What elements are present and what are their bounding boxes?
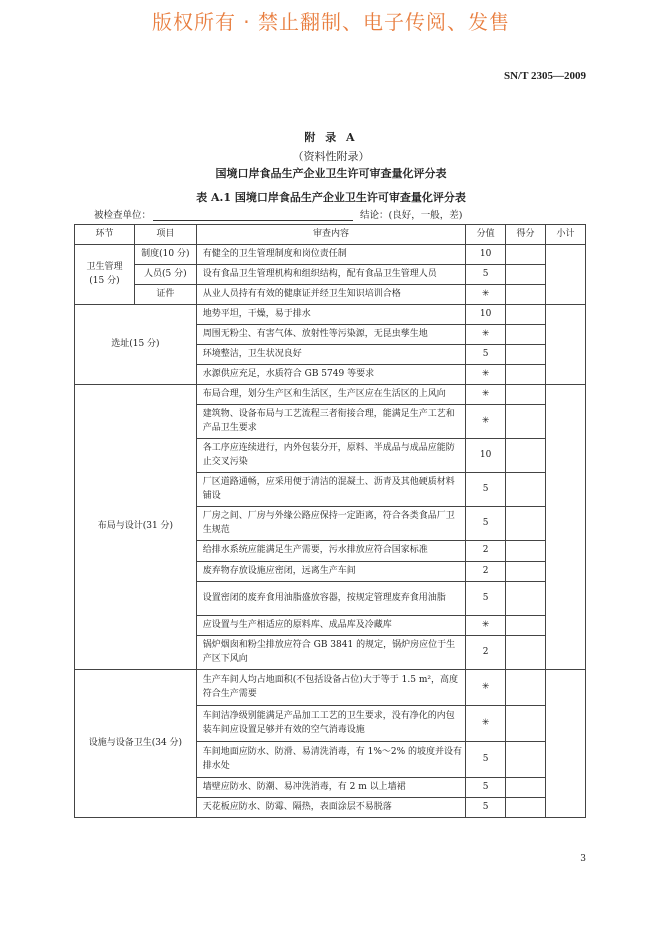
subtotal-cell[interactable] — [546, 385, 586, 670]
obtained-score-cell[interactable] — [506, 562, 546, 582]
header-subtotal: 小计 — [546, 225, 586, 245]
inspected-unit-field — [94, 207, 359, 221]
obtained-score-cell[interactable] — [506, 636, 546, 670]
score-value-cell: ✳ — [466, 365, 506, 385]
header-content: 审查内容 — [196, 225, 465, 245]
obtained-score-cell[interactable] — [506, 798, 546, 818]
obtained-score-cell[interactable] — [506, 439, 546, 473]
header-obtained: 得分 — [506, 225, 546, 245]
score-value-cell: 5 — [466, 742, 506, 778]
obtained-score-cell[interactable] — [506, 582, 546, 616]
obtained-score-cell[interactable] — [506, 473, 546, 507]
obtained-score-cell[interactable] — [506, 365, 546, 385]
standard-number: SN/T 2305—2009 — [503, 70, 586, 82]
section-cell: 布局与设计(31 分) — [75, 385, 197, 670]
obtained-score-cell[interactable] — [506, 345, 546, 365]
page-number: 3 — [580, 854, 586, 864]
score-value-cell: 5 — [466, 778, 506, 798]
obtained-score-cell[interactable] — [506, 507, 546, 541]
conclusion-label: 结论：(良好，一般，差) — [360, 210, 463, 221]
obtained-score-cell[interactable] — [506, 706, 546, 742]
section-cell: 设施与设备卫生(34 分) — [75, 670, 197, 818]
score-value-cell: 5 — [466, 798, 506, 818]
review-content-cell: 墙壁应防水、防潮、易冲洗消毒，有 2 m 以上墙裙 — [196, 778, 465, 798]
score-value-cell: ✳ — [466, 285, 506, 305]
review-content-cell: 环境整洁，卫生状况良好 — [196, 345, 465, 365]
review-content-cell: 设有食品卫生管理机构和组织结构，配有食品卫生管理人员 — [196, 265, 465, 285]
score-value-cell: 10 — [466, 439, 506, 473]
review-content-cell: 建筑物、设备布局与工艺流程三者衔接合理，能满足生产工艺和产品卫生要求 — [196, 405, 465, 439]
item-cell: 制度(10 分) — [134, 245, 196, 265]
header-item: 项目 — [134, 225, 196, 245]
obtained-score-cell[interactable] — [506, 285, 546, 305]
obtained-score-cell[interactable] — [506, 245, 546, 265]
obtained-score-cell[interactable] — [506, 305, 546, 325]
review-content-cell: 生产车间人均占地面积(不包括设备占位)大于等于 1.5 m²，高度符合生产需要 — [196, 670, 465, 706]
table-header-row — [75, 225, 586, 245]
subtotal-cell[interactable] — [546, 245, 586, 305]
review-content-cell: 车间地面应防水、防滑、易清洗消毒，有 1%～2% 的坡度并设有排水处 — [196, 742, 465, 778]
obtained-score-cell[interactable] — [506, 325, 546, 345]
review-content-cell: 应设置与生产相适应的原料库、成品库及冷藏库 — [196, 616, 465, 636]
table-row — [75, 305, 586, 325]
scoring-table — [74, 224, 586, 818]
review-content-cell: 地势平坦，干燥，易于排水 — [196, 305, 465, 325]
score-value-cell: 5 — [466, 265, 506, 285]
obtained-score-cell[interactable] — [506, 541, 546, 562]
item-cell: 证件 — [134, 285, 196, 305]
review-content-cell: 给排水系统应能满足生产需要，污水排放应符合国家标准 — [196, 541, 465, 562]
review-content-cell: 周围无粉尘、有害气体、放射性等污染源，无昆虫孳生地 — [196, 325, 465, 345]
review-content-cell: 锅炉烟囱和粉尘排放应符合 GB 3841 的规定，锅炉房应位于生产区下风向 — [196, 636, 465, 670]
score-value-cell: 5 — [466, 345, 506, 365]
score-value-cell: ✳ — [466, 670, 506, 706]
score-value-cell: 2 — [466, 636, 506, 670]
review-content-cell: 厂区道路通畅，应采用便于清洁的混凝土、沥青及其他硬质材料铺设 — [196, 473, 465, 507]
appendix-title: 国境口岸食品生产企业卫生许可审查量化评分表 — [215, 167, 447, 180]
score-value-cell: 10 — [466, 305, 506, 325]
obtained-score-cell[interactable] — [506, 616, 546, 636]
review-content-cell: 水源供应充足，水质符合 GB 5749 等要求 — [196, 365, 465, 385]
review-content-cell: 厂房之间、厂房与外缘公路应保持一定距离，符合各类食品厂卫生规范 — [196, 507, 465, 541]
section-cell: 卫生管理 (15 分) — [75, 245, 135, 305]
table-row — [75, 385, 586, 405]
inspected-unit-line — [153, 210, 353, 221]
score-value-cell: ✳ — [466, 706, 506, 742]
appendix-type: （资料性附录） — [292, 150, 370, 163]
score-value-cell: 5 — [466, 582, 506, 616]
score-value-cell: 10 — [466, 245, 506, 265]
score-value-cell: ✳ — [466, 385, 506, 405]
header-score: 分值 — [466, 225, 506, 245]
review-content-cell: 布局合理，划分生产区和生活区，生产区应在生活区的上风向 — [196, 385, 465, 405]
item-cell: 人员(5 分) — [134, 265, 196, 285]
obtained-score-cell[interactable] — [506, 405, 546, 439]
table-caption: 表 A.1 国境口岸食品生产企业卫生许可审查量化评分表 — [196, 191, 466, 204]
score-value-cell: ✳ — [466, 616, 506, 636]
review-content-cell: 从业人员持有有效的健康证并经卫生知识培训合格 — [196, 285, 465, 305]
inspected-unit-label: 被检查单位： — [94, 210, 152, 221]
copyright-watermark: 版权所有 · 禁止翻制、电子传阅、发售 — [151, 10, 511, 34]
table-row — [75, 245, 586, 265]
obtained-score-cell[interactable] — [506, 742, 546, 778]
obtained-score-cell[interactable] — [506, 265, 546, 285]
table-row — [75, 670, 586, 706]
header-section: 环节 — [75, 225, 135, 245]
review-content-cell: 废弃物存放设施应密闭，远离生产车间 — [196, 562, 465, 582]
review-content-cell: 车间洁净级别能满足产品加工工艺的卫生要求，没有净化的内包装车间应设置足够并有效的空气消毒设施 — [196, 706, 465, 742]
review-content-cell: 有健全的卫生管理制度和岗位责任制 — [196, 245, 465, 265]
score-value-cell: 2 — [466, 541, 506, 562]
obtained-score-cell[interactable] — [506, 778, 546, 798]
review-content-cell: 各工序应连续进行，内外包装分开，原料、半成品与成品应能防止交叉污染 — [196, 439, 465, 473]
score-value-cell: 2 — [466, 562, 506, 582]
appendix-label: 附 录 A — [304, 131, 358, 144]
review-content-cell: 天花板应防水、防霉、隔热，表面涂层不易脱落 — [196, 798, 465, 818]
obtained-score-cell[interactable] — [506, 385, 546, 405]
obtained-score-cell[interactable] — [506, 670, 546, 706]
score-value-cell: ✳ — [466, 325, 506, 345]
subtotal-cell[interactable] — [546, 305, 586, 385]
score-value-cell: ✳ — [466, 405, 506, 439]
table-row — [75, 285, 586, 305]
review-content-cell: 设置密闭的废弃食用油脂盛放容器，按规定管理废弃食用油脂 — [196, 582, 465, 616]
score-value-cell: 5 — [466, 507, 506, 541]
table-row — [75, 265, 586, 285]
subtotal-cell[interactable] — [546, 670, 586, 818]
score-value-cell: 5 — [466, 473, 506, 507]
section-cell: 选址(15 分) — [75, 305, 197, 385]
